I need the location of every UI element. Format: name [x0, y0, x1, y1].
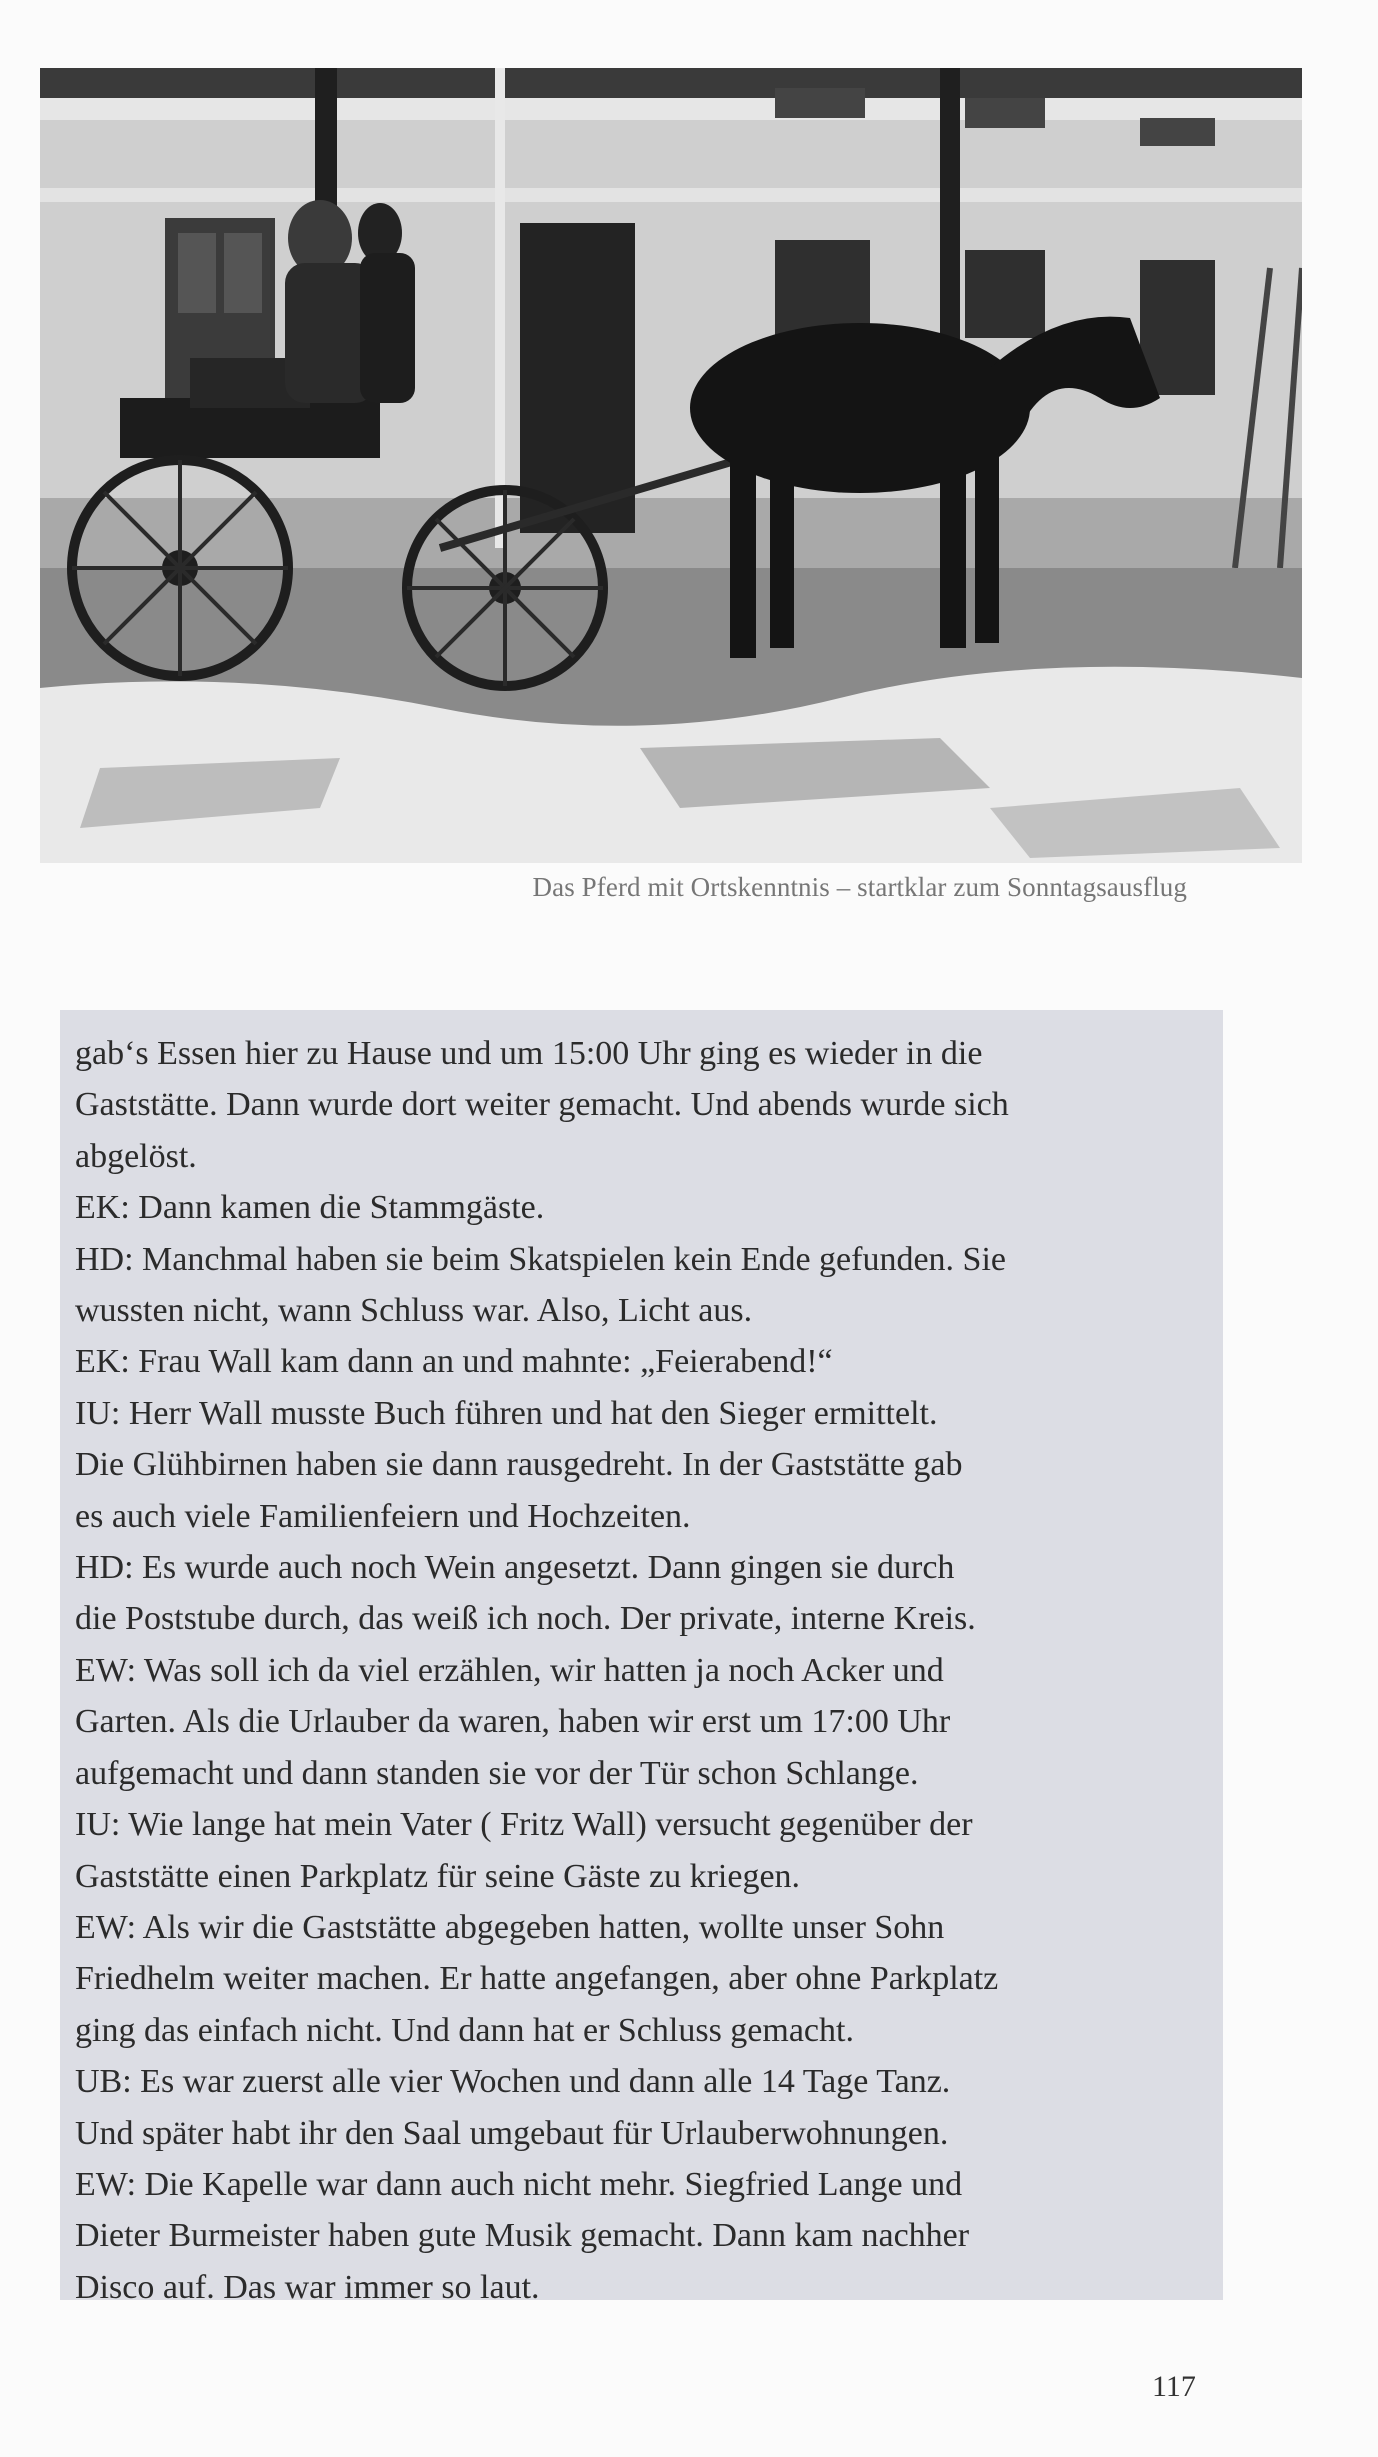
photo-illustration — [40, 68, 1302, 863]
interview-text-box — [60, 1010, 1223, 2306]
text-line: EK: Frau Wall kam dann an und mahnte: „Feierabend!“ — [75, 1343, 833, 1381]
text-line: IU: Wie lange hat mein Vater ( Fritz Wall) versucht gegenüber der — [75, 1806, 973, 1844]
text-line: Garten. Als die Urlauber da waren, haben wir erst um 17:00 Uhr — [75, 1703, 951, 1741]
text-line: HD: Es wurde auch noch Wein angesetzt. Dann gingen sie durch — [75, 1549, 955, 1587]
text-line: Gaststätte einen Parkplatz für seine Gäste zu kriegen. — [75, 1857, 801, 1895]
text-line: EW: Was soll ich da viel erzählen, wir hatten ja noch Acker und — [75, 1651, 944, 1689]
text-line: ging das einfach nicht. Und dann hat er Schluss gemacht. — [75, 2011, 854, 2049]
text-line: EW: Als wir die Gaststätte abgegeben hatten, wollte unser Sohn — [75, 1908, 945, 1946]
text-line: abgelöst. — [75, 1137, 197, 1175]
text-line: UB: Es war zuerst alle vier Wochen und dann alle 14 Tage Tanz. — [75, 2063, 951, 2101]
text-line: wussten nicht, wann Schluss war. Also, Licht aus. — [75, 1292, 753, 1330]
text-line: Friedhelm weiter machen. Er hatte angefangen, aber ohne Parkplatz — [75, 1960, 999, 1998]
text-line: IU: Herr Wall musste Buch führen und hat den Sieger ermittelt. — [75, 1394, 938, 1432]
photo-caption: Das Pferd mit Ortskenntnis – startklar zum Sonntagsausflug — [532, 872, 1187, 902]
horse-carriage-photo — [40, 68, 1302, 863]
page-number: 117 — [1152, 2370, 1196, 2403]
text-line: Die Glühbirnen haben sie dann rausgedreht. In der Gaststätte gab — [75, 1446, 963, 1484]
text-line: Und später habt ihr den Saal umgebaut für Urlauberwohnungen. — [75, 2114, 949, 2152]
text-line: die Poststube durch, das weiß ich noch. Der private, interne Kreis. — [75, 1600, 976, 1638]
text-line: Gaststätte. Dann wurde dort weiter gemacht. Und abends wurde sich — [75, 1086, 1009, 1124]
text-line: Dieter Burmeister haben gute Musik gemacht. Dann kam nachher — [75, 2217, 970, 2255]
text-line: HD: Manchmal haben sie beim Skatspielen kein Ende gefunden. Sie — [75, 1240, 1006, 1278]
text-line: Disco auf. Das war immer so laut. — [75, 2268, 540, 2306]
text-line: aufgemacht und dann standen sie vor der Tür schon Schlange. — [75, 1754, 919, 1792]
text-line: es auch viele Familienfeiern und Hochzeiten. — [75, 1497, 691, 1535]
text-line: gab‘s Essen hier zu Hause und um 15:00 Uhr ging es wieder in die — [75, 1035, 983, 1072]
text-line: EK: Dann kamen die Stammgäste. — [75, 1189, 545, 1227]
interview-text — [75, 1028, 1215, 2313]
text-line: EW: Die Kapelle war dann auch nicht mehr. Siegfried Lange und — [75, 2165, 963, 2203]
